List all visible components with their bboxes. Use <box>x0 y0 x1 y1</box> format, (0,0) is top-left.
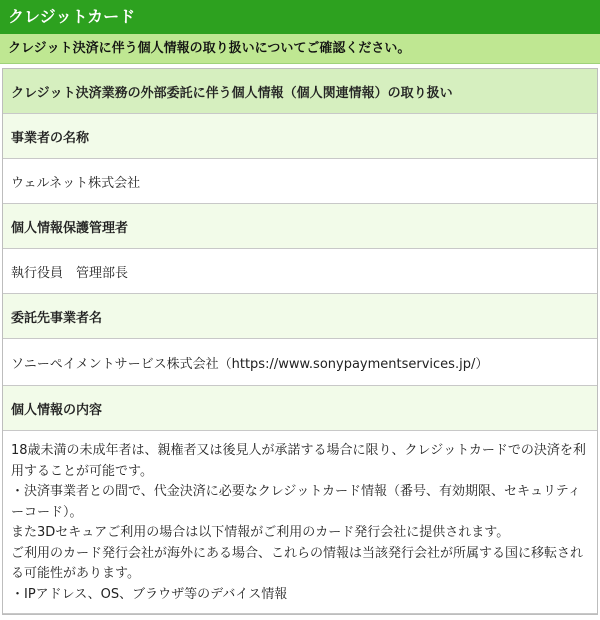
business-name-label: 事業者の名称 <box>3 114 597 159</box>
page-title: クレジットカード <box>0 0 600 34</box>
personal-info-content-label: 個人情報の内容 <box>3 386 597 431</box>
privacy-info-table <box>2 68 598 615</box>
content-line: ・決済事業者との間で、代金決済に必要なクレジットカード情報（番号、有効期限、セキュリティーコード）。 <box>11 484 581 520</box>
personal-info-content <box>3 431 597 614</box>
content-line: 18歳未満の未成年者は、親権者又は後見人が承諾する場合に限り、クレジットカードでの決済を利用することが可能です。 <box>11 443 586 479</box>
business-name-value: ウェルネット株式会社 <box>3 159 597 204</box>
page-subtitle: クレジット決済に伴う個人情報の取り扱いについてご確認ください。 <box>0 34 600 64</box>
privacy-manager-label: 個人情報保護管理者 <box>3 204 597 249</box>
privacy-manager-value: 執行役員 管理部長 <box>3 249 597 294</box>
content-line: また3Dセキュアご利用の場合は以下情報がご利用のカード発行会社に提供されます。 <box>11 525 510 540</box>
main-section-heading: クレジット決済業務の外部委託に伴う個人情報（個人関連情報）の取り扱い <box>3 69 597 114</box>
contractor-value: ソニーペイメントサービス株式会社（https://www.sonypaymentservices.jp/） <box>3 339 597 386</box>
content-line: ご利用のカード発行会社が海外にある場合、これらの情報は当該発行会社が所属する国に移転される可能性があります。 <box>11 545 584 581</box>
contractor-label: 委託先事業者名 <box>3 294 597 339</box>
content-line: ・IPアドレス、OS、ブラウザ等のデバイス情報 <box>11 586 288 602</box>
